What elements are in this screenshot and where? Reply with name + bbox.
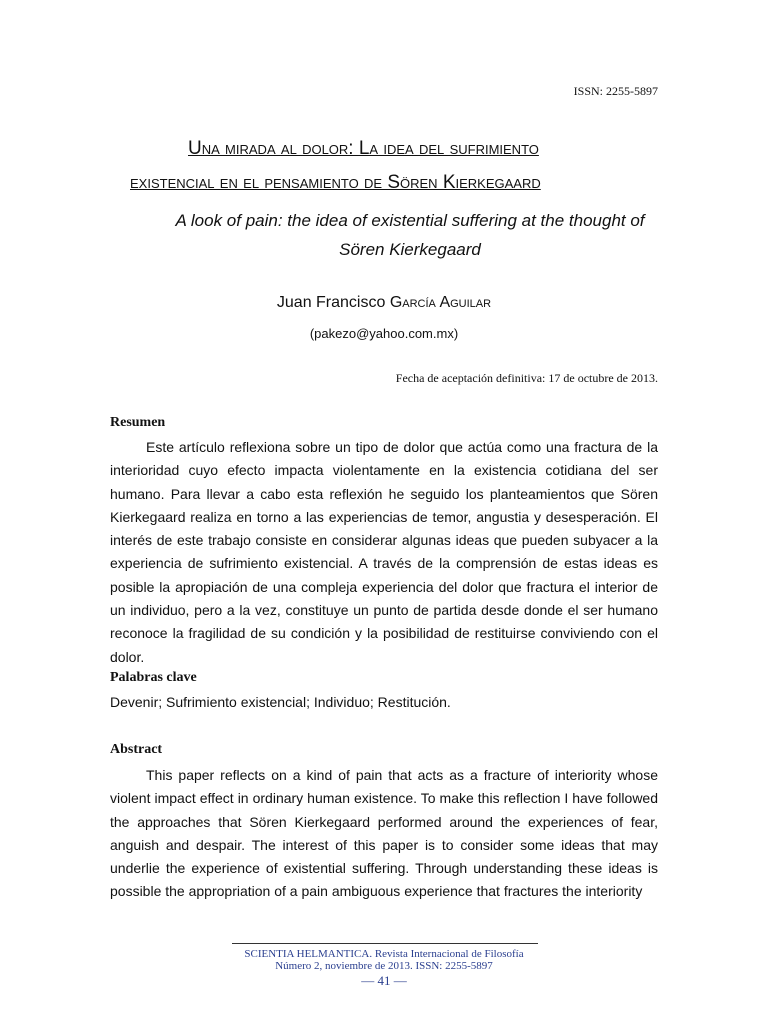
journal-issue: Número 2, noviembre de 2013. ISSN: 2255-5897 [275,960,493,972]
footer-divider [232,943,538,944]
english-title [150,206,670,264]
abstract-heading: Abstract [110,742,163,757]
keywords-heading: Palabras clave [110,670,197,685]
resumen-text: Este artículo reflexiona sobre un tipo de dolor que actúa como una fractura de la interioridad cuyo efecto impacta violentamente en la existencia cotidiana del ser humano. Para llevar a cabo esta reflexión he seguido los planteamientos que Sören Kierkegaard realiza en torno a las experiencias de temor, angustia y desesperación. El interés de este trabajo consiste en considerar algunas ideas que pueden subyacer a la experiencia de sufrimiento existencial. A través de la comprensión de estas ideas es posible la apropiación de una compleja experiencia del dolor que fractura el interior de un individuo, pero a la vez, constituye un punto de partida desde donde el ser humano reconoce la fragilidad de su condición y la posibilidad de restituirse conviviendo con el dolor. [110,439,658,665]
spanish-title-line-1: Una mirada al dolor: La idea del sufrimiento [188,138,539,159]
journal-footer [0,948,768,972]
author-given-name: Juan Francisco [276,294,390,311]
english-title-line-1: A look of pain: the idea of existential suffering at the thought of [175,211,645,230]
author-surname: García Aguilar [389,294,492,311]
abstract-text: This paper reflects on a kind of pain that acts as a fracture of interiority whose violent impact effect in ordinary human existence. To make this reflection I have followed the approaches that Sören Kierkegaard performed around the experiences of fear, anguish and despair. The interest of this paper is to consider some ideas that may underlie the experience of existential suffering. Through understanding these ideas is possible the appropriation of a pain ambiguous experience that fractures the interiority [110,767,658,900]
issn-header: ISSN: 2255-5897 [573,84,658,98]
spanish-title-line-2: existencial en el pensamiento de Sören Kierkegaard [130,172,541,193]
author-name [0,294,768,312]
journal-name: SCIENTIA HELMANTICA. Revista Internacional de Filosofía [244,948,524,960]
page-number: — 41 — [361,973,407,988]
keywords-text: Devenir; Sufrimiento existencial; Individuo; Restitución. [110,694,451,710]
english-title-line-2: Sören Kierkegaard [339,240,481,259]
acceptance-date: Fecha de aceptación definitiva: 17 de octubre de 2013. [395,371,658,385]
resumen-heading: Resumen [110,415,166,430]
author-email: (pakezo@yahoo.com.mx) [309,326,459,341]
